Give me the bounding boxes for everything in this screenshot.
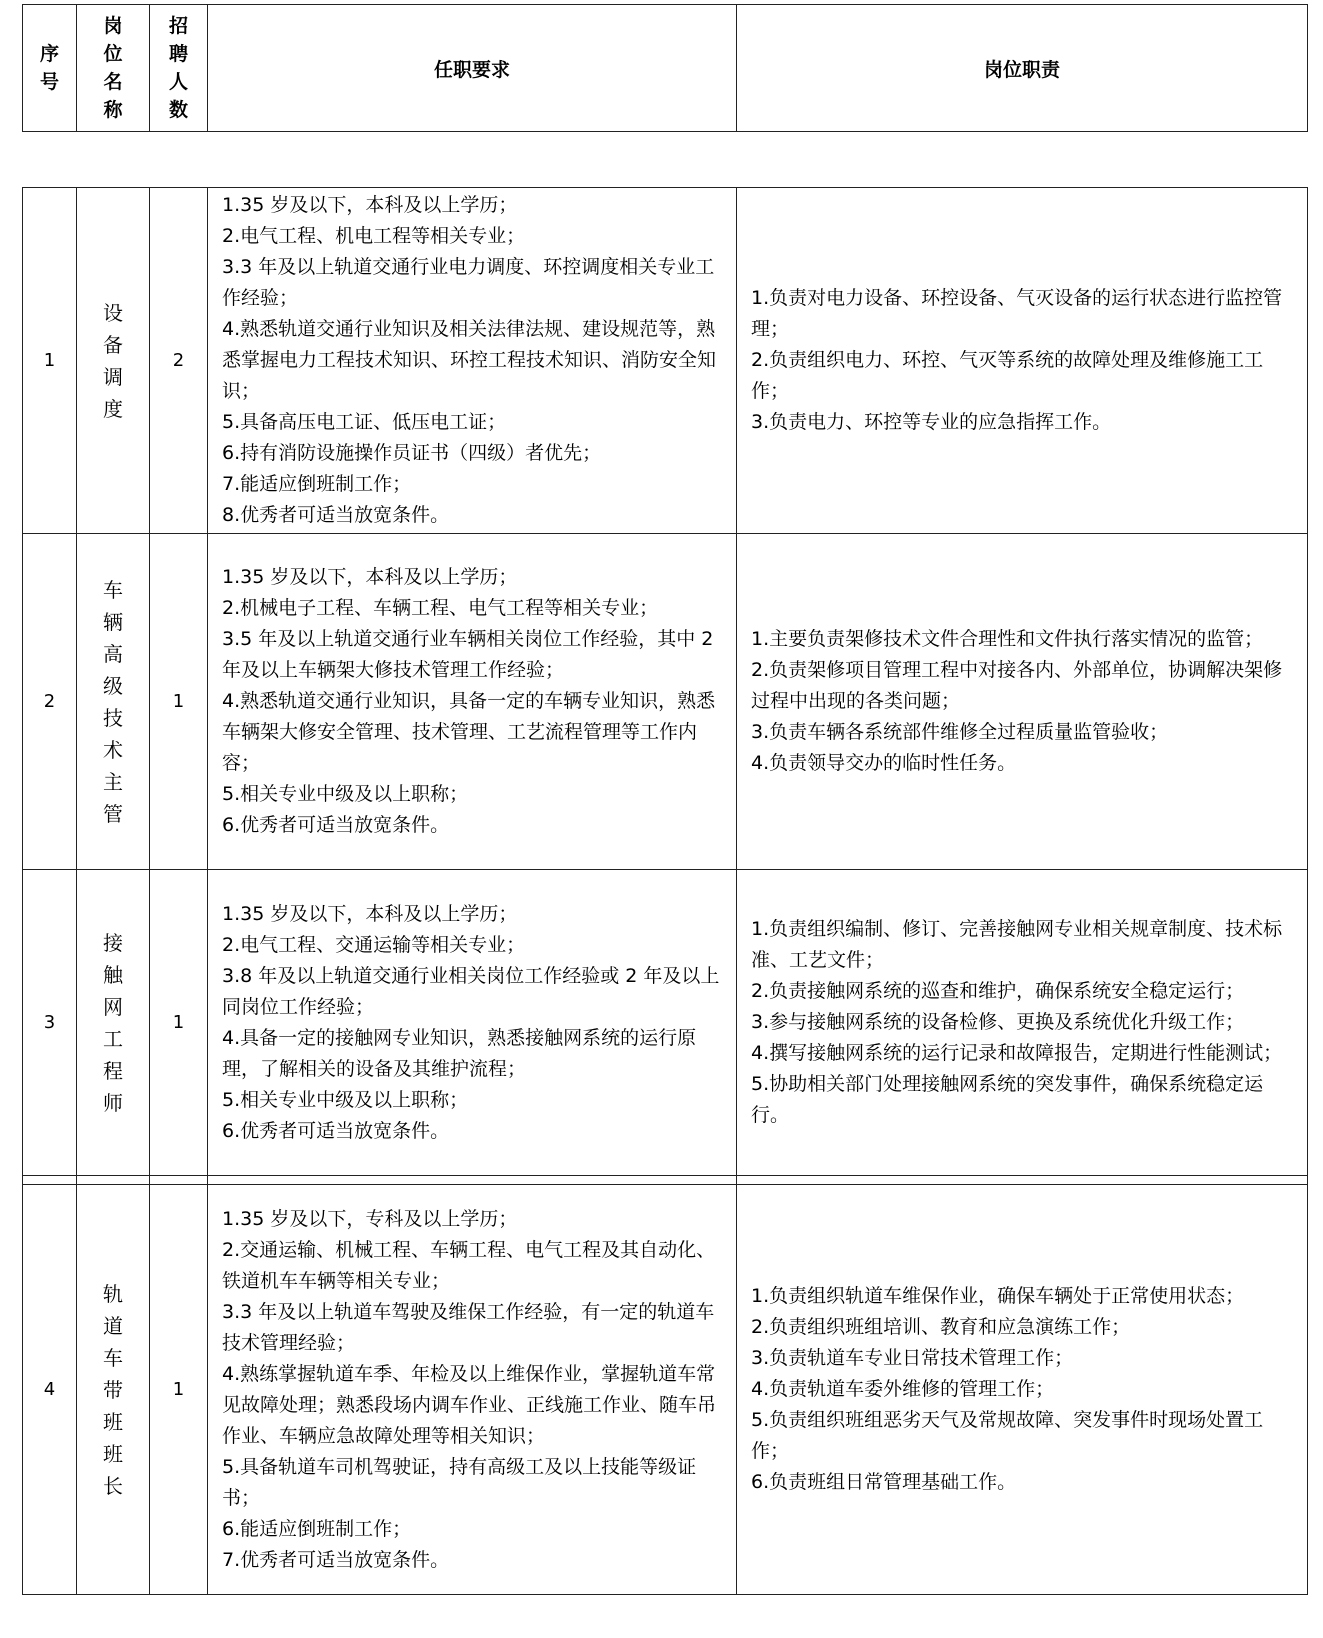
positions-body <box>23 188 1308 1595</box>
requirement-item: 5.具备轨道车司机驾驶证，持有高级工及以上技能等级证书； <box>222 1455 697 1509</box>
position-name-char: 长 <box>103 1473 123 1498</box>
requirement-item: 1.35 岁及以下，本科及以上学历； <box>222 566 518 588</box>
position-name-char: 备 <box>103 332 123 357</box>
position-name-char: 班 <box>103 1441 123 1466</box>
position-name-char: 级 <box>103 673 123 698</box>
requirement-item: 2.机械电子工程、车辆工程、电气工程等相关专业； <box>222 597 659 619</box>
row-seq: 1 <box>23 188 77 534</box>
duty-item: 5.协助相关部门处理接触网系统的突发事件，确保系统稳定运行。 <box>751 1073 1264 1126</box>
row-position-name <box>77 188 150 534</box>
position-name-char: 网 <box>103 994 123 1019</box>
header-name: 岗 位 名 称 <box>77 5 150 132</box>
spacer-row <box>23 1176 1308 1185</box>
requirement-item: 3.8 年及以上轨道交通行业相关岗位工作经验或 2 年及以上同岗位工作经验； <box>222 964 720 1018</box>
duty-item: 3.参与接触网系统的设备检修、更换及系统优化升级工作； <box>751 1011 1245 1033</box>
row-position-name <box>77 534 150 870</box>
requirement-item: 8.优秀者可适当放宽条件。 <box>222 504 450 526</box>
position-name-char: 道 <box>103 1313 123 1338</box>
duty-item: 4.负责领导交办的临时性任务。 <box>751 752 1017 774</box>
row-requirements <box>208 1185 737 1595</box>
row-duties <box>737 870 1308 1176</box>
duty-item: 2.负责架修项目管理工程中对接各内、外部单位，协调解决架修过程中出现的各类问题； <box>751 659 1283 712</box>
requirement-item: 7.能适应倒班制工作； <box>222 473 412 495</box>
requirement-item: 1.35 岁及以下，本科及以上学历； <box>222 194 518 216</box>
spacer-cell <box>737 1176 1308 1185</box>
position-name-char: 轨 <box>103 1281 123 1306</box>
spacer-cell <box>208 1176 737 1185</box>
requirement-item: 2.交通运输、机械工程、车辆工程、电气工程及其自动化、铁道机车车辆等相关专业； <box>222 1238 716 1292</box>
position-name-char: 师 <box>103 1090 123 1115</box>
duty-item: 1.负责对电力设备、环控设备、气灭设备的运行状态进行监控管理； <box>751 287 1283 340</box>
requirement-item: 5.相关专业中级及以上职称； <box>222 783 469 805</box>
position-name-char: 术 <box>103 737 123 762</box>
header-row <box>23 5 1308 132</box>
requirement-item: 3.3 年及以上轨道车驾驶及维保工作经验，有一定的轨道车技术管理经验； <box>222 1300 715 1354</box>
duty-item: 2.负责组织班组培训、教育和应急演练工作； <box>751 1316 1131 1338</box>
duty-item: 3.负责轨道车专业日常技术管理工作； <box>751 1347 1074 1369</box>
requirement-item: 6.优秀者可适当放宽条件。 <box>222 1119 450 1142</box>
position-name-char: 高 <box>103 641 123 666</box>
duty-item: 4.负责轨道车委外维修的管理工作； <box>751 1378 1055 1400</box>
duty-item: 5.负责组织班组恶劣天气及常规故障、突发事件时现场处置工作； <box>751 1409 1264 1462</box>
position-name-char: 工 <box>103 1026 123 1051</box>
position-name-char: 调 <box>103 364 123 389</box>
requirement-item: 5.具备高压电工证、低压电工证； <box>222 411 507 433</box>
requirement-item: 6.优秀者可适当放宽条件。 <box>222 814 450 836</box>
requirement-item: 7.优秀者可适当放宽条件。 <box>222 1548 450 1571</box>
requirement-item: 6.能适应倒班制工作； <box>222 1517 412 1540</box>
duty-item: 1.负责组织轨道车维保作业，确保车辆处于正常使用状态； <box>751 1285 1245 1307</box>
row-headcount: 1 <box>150 870 208 1176</box>
positions-table <box>22 187 1308 1595</box>
position-name-char: 接 <box>103 930 123 955</box>
table-row <box>23 1185 1308 1595</box>
header-duties: 岗位职责 <box>737 5 1308 132</box>
header-seq: 序 号 <box>23 5 77 132</box>
row-duties <box>737 188 1308 534</box>
spacer-cell <box>150 1176 208 1185</box>
duty-item: 4.撰写接触网系统的运行记录和故障报告，定期进行性能测试； <box>751 1042 1283 1064</box>
header-count: 招 聘 人 数 <box>150 5 208 132</box>
row-duties <box>737 534 1308 870</box>
position-name-char: 触 <box>103 962 123 987</box>
row-seq: 3 <box>23 870 77 1176</box>
row-headcount: 2 <box>150 188 208 534</box>
spacer-cell <box>77 1176 150 1185</box>
requirement-item: 4.具备一定的接触网专业知识，熟悉接触网系统的运行原理，了解相关的设备及其维护流程； <box>222 1026 697 1080</box>
position-name-char: 车 <box>103 1345 123 1370</box>
table-row <box>23 870 1308 1176</box>
requirement-item: 1.35 岁及以下，专科及以上学历； <box>222 1207 518 1230</box>
requirement-item: 2.电气工程、机电工程等相关专业； <box>222 225 526 247</box>
row-headcount: 1 <box>150 534 208 870</box>
row-position-name <box>77 1185 150 1595</box>
row-requirements <box>208 188 737 534</box>
header-requirements: 任职要求 <box>208 5 737 132</box>
position-name-char: 班 <box>103 1409 123 1434</box>
requirement-item: 1.35 岁及以下，本科及以上学历； <box>222 902 518 925</box>
header-table <box>22 4 1308 132</box>
row-requirements <box>208 870 737 1176</box>
duty-item: 1.主要负责架修技术文件合理性和文件执行落实情况的监管； <box>751 628 1264 650</box>
requirement-item: 4.熟悉轨道交通行业知识及相关法律法规、建设规范等，熟悉掌握电力工程技术知识、环控工程技术知识、消防安全知识； <box>222 318 717 402</box>
position-name-char: 辆 <box>103 609 123 634</box>
table-row <box>23 188 1308 534</box>
requirement-item: 5.相关专业中级及以上职称； <box>222 1088 469 1111</box>
position-name-char: 技 <box>103 705 123 730</box>
duty-item: 2.负责组织电力、环控、气灭等系统的故障处理及维修施工工作； <box>751 349 1264 402</box>
row-requirements <box>208 534 737 870</box>
position-name-char: 度 <box>103 396 123 421</box>
row-headcount: 1 <box>150 1185 208 1595</box>
position-name-char: 管 <box>103 801 123 826</box>
requirement-item: 4.熟练掌握轨道车季、年检及以上维保作业，掌握轨道车常见故障处理；熟悉段场内调车作业、正线施工作业、随车吊作业、车辆应急故障处理等相关知识； <box>222 1362 717 1447</box>
duty-item: 3.负责电力、环控等专业的应急指挥工作。 <box>751 411 1112 433</box>
duty-item: 6.负责班组日常管理基础工作。 <box>751 1471 1017 1493</box>
duty-item: 2.负责接触网系统的巡查和维护，确保系统安全稳定运行； <box>751 980 1245 1002</box>
requirement-item: 3.5 年及以上轨道交通行业车辆相关岗位工作经验，其中 2 年及以上车辆架大修技术管理工作经验； <box>222 628 714 681</box>
requirement-item: 4.熟悉轨道交通行业知识，具备一定的车辆专业知识，熟悉车辆架大修安全管理、技术管理、工艺流程管理等工作内容； <box>222 690 716 774</box>
spacer-cell <box>23 1176 77 1185</box>
row-duties <box>737 1185 1308 1595</box>
position-name-char: 车 <box>103 577 123 602</box>
table-row <box>23 534 1308 870</box>
requirement-item: 3.3 年及以上轨道交通行业电力调度、环控调度相关专业工作经验； <box>222 256 715 309</box>
requirement-item: 2.电气工程、交通运输等相关专业； <box>222 933 526 956</box>
duty-item: 1.负责组织编制、修订、完善接触网专业相关规章制度、技术标准、工艺文件； <box>751 918 1283 971</box>
row-position-name <box>77 870 150 1176</box>
requirement-item: 6.持有消防设施操作员证书（四级）者优先； <box>222 442 602 464</box>
duty-item: 3.负责车辆各系统部件维修全过程质量监管验收； <box>751 721 1169 743</box>
position-name-char: 主 <box>103 769 123 794</box>
row-seq: 4 <box>23 1185 77 1595</box>
row-seq: 2 <box>23 534 77 870</box>
position-name-char: 设 <box>103 300 123 325</box>
position-name-char: 程 <box>103 1058 123 1083</box>
position-name-char: 带 <box>103 1377 123 1402</box>
